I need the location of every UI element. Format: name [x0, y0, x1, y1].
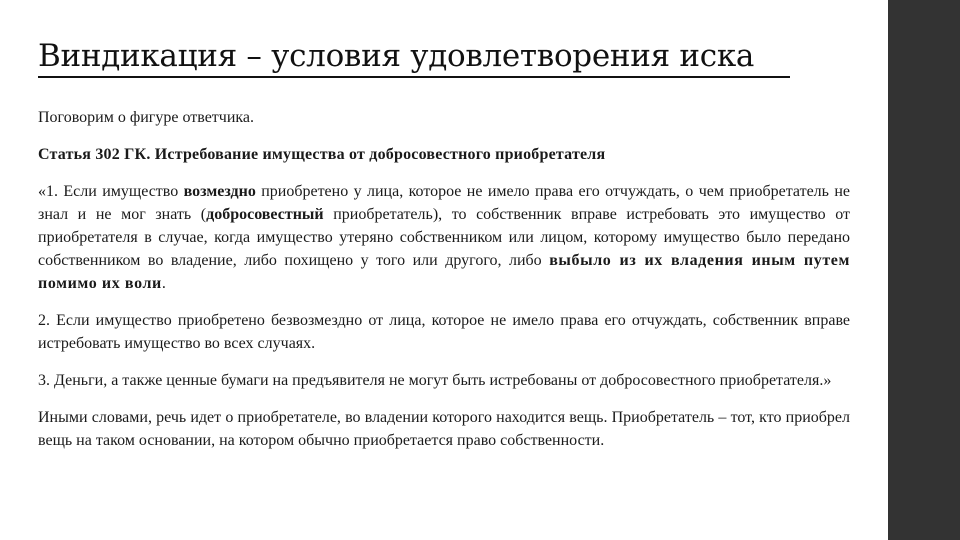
slide-body: [38, 106, 850, 466]
slide-title: Виндикация – условия удовлетворения иска: [38, 38, 755, 74]
right-sidebar-bar: [888, 0, 960, 540]
paragraph-1-bold-a: возмездно: [183, 183, 256, 200]
summary-paragraph: Иными словами, речь идет о приобретателе, во владении которого находится вещь. Приобретатель – тот, кто приобрел вещь на таком основании, на котором обычно приобретается право собственности.: [38, 409, 850, 449]
article-paragraph-1: [38, 180, 850, 295]
article-paragraph-3: 3. Деньги, а также ценные бумаги на предъявителя не могут быть истребованы от добросовестного приобретателя.»: [38, 372, 832, 389]
paragraph-1-text-a: «1. Если имущество: [38, 183, 184, 200]
title-underline: [38, 76, 790, 78]
paragraph-1-text-b: приобретено у лица, которое не имело права его отчуждать, о чем приобретатель не знал и не мог знать (: [38, 183, 851, 223]
article-heading: Статья 302 ГК. Истребование имущества от добросовестного приобретателя: [38, 146, 606, 163]
paragraph-1-text-d: .: [161, 275, 166, 292]
paragraph-1-bold-c: выбыло из их владения иным путем помимо их воли: [38, 252, 850, 292]
paragraph-1-text-c: приобретатель), то собственник вправе истребовать это имущество от приобретателя в случае, когда имущество утеряно собственником или лицом, которому имущество было передано собственником во владение, либо похищено у того или другого, либо: [38, 206, 850, 269]
paragraph-1-bold-b: добросовестный: [206, 206, 324, 223]
intro-text: Поговорим о фигуре ответчика.: [38, 109, 255, 126]
article-paragraph-2: 2. Если имущество приобретено безвозмездно от лица, которое не имело права его отчуждать, собственник вправе истребовать имущество во всех случаях.: [38, 312, 850, 352]
